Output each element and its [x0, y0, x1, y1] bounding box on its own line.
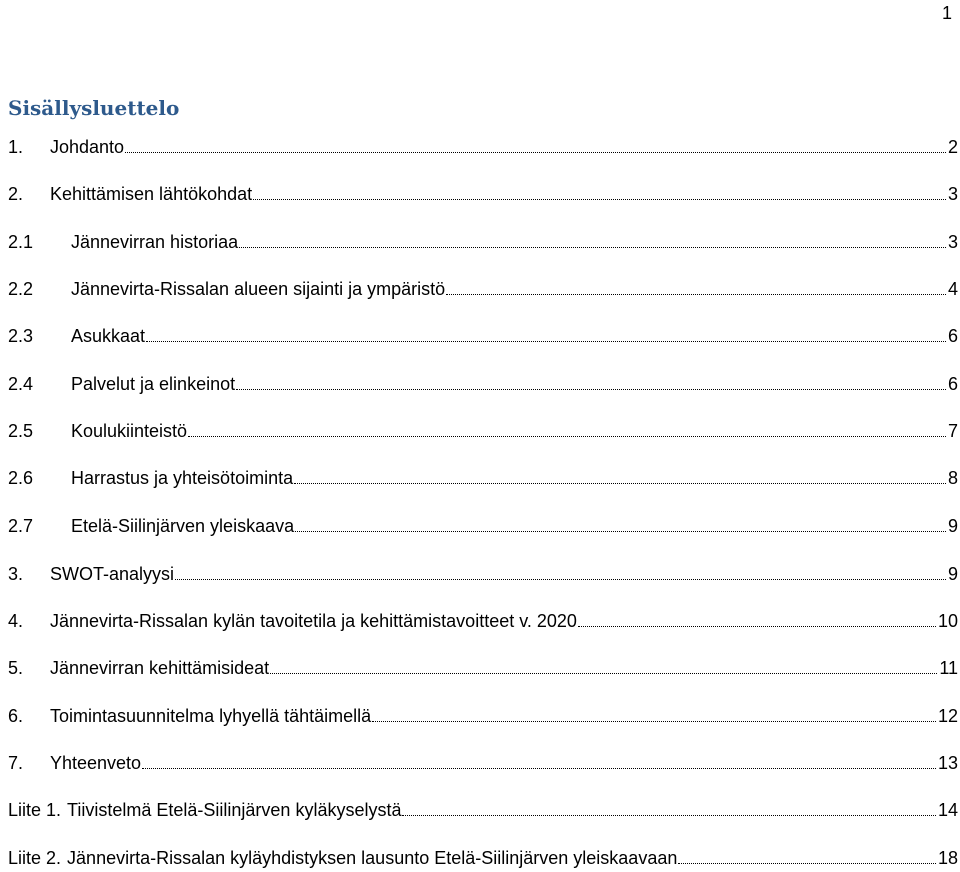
toc-entry-number: 3.: [8, 564, 24, 584]
dot-leader: [239, 246, 946, 248]
toc-entry-number: 2.3: [8, 326, 34, 346]
toc-entry-title: Yhteenveto: [50, 753, 142, 773]
toc-entry-number: 2.: [8, 184, 24, 204]
dot-leader: [578, 625, 936, 627]
dot-leader: [175, 578, 946, 580]
toc-entry-page: 3: [947, 232, 958, 252]
toc-entry-title: Palvelut ja elinkeinot: [71, 374, 236, 394]
toc-entry-number: 6.: [8, 706, 24, 726]
toc-entry[interactable]: [8, 325, 958, 347]
toc-entry[interactable]: [8, 420, 958, 442]
toc-entry-number: Liite 1.: [8, 800, 62, 820]
toc-entry-title: Kehittämisen lähtökohdat: [50, 184, 253, 204]
dot-leader: [295, 530, 946, 532]
dot-leader: [270, 672, 937, 674]
toc-entry[interactable]: [8, 752, 958, 774]
toc-entry[interactable]: [8, 610, 958, 632]
toc-entry-title: Etelä-Siilinjärven yleiskaava: [71, 516, 295, 536]
toc-entry-title: Toimintasuunnitelma lyhyellä tähtäimellä: [50, 706, 372, 726]
toc-entry-page: 14: [937, 800, 958, 820]
toc-entry-page: 12: [937, 706, 958, 726]
toc-entry-title: Jännevirta-Rissalan kyläyhdistyksen lausunto Etelä-Siilinjärven yleiskaavaan: [67, 848, 678, 868]
toc-entry-page: 10: [937, 611, 958, 631]
toc-entry-number: 2.7: [8, 516, 34, 536]
toc-entry[interactable]: [8, 515, 958, 537]
toc-entry-number: 4.: [8, 611, 24, 631]
toc-entry-page: 18: [937, 848, 958, 868]
dot-leader: [294, 482, 946, 484]
toc-entry[interactable]: [8, 373, 958, 395]
dot-leader: [402, 814, 935, 816]
toc-entry-number: 2.4: [8, 374, 34, 394]
toc-entry-title: Koulukiinteistö: [71, 421, 188, 441]
toc-entry-page: 2: [947, 137, 958, 157]
toc-entry-title: Tiivistelmä Etelä-Siilinjärven kyläkyselystä: [67, 800, 402, 820]
toc-entry-title: Harrastus ja yhteisötoiminta: [71, 468, 294, 488]
toc-entry-page: 3: [947, 184, 958, 204]
toc-entry[interactable]: [8, 799, 958, 821]
toc-entry-number: 2.2: [8, 279, 34, 299]
toc-entry-page: 6: [947, 374, 958, 394]
dot-leader: [678, 862, 936, 864]
toc-entry[interactable]: [8, 847, 958, 869]
toc-entry[interactable]: [8, 705, 958, 727]
toc-entry-page: 6: [947, 326, 958, 346]
toc-entry-title: SWOT-analyysi: [50, 564, 175, 584]
toc-entry-number: 2.5: [8, 421, 34, 441]
page-number: 1: [941, 3, 952, 23]
toc-entry-title: Jännevirta-Rissalan alueen sijainti ja ympäristö: [71, 279, 446, 299]
toc-entry-page: 13: [937, 753, 958, 773]
toc-entry-title: Jännevirta-Rissalan kylän tavoitetila ja kehittämistavoitteet v. 2020: [50, 611, 577, 631]
toc-entry-number: 5.: [8, 658, 24, 678]
dot-leader: [188, 435, 946, 437]
toc-entry-title: Johdanto: [50, 137, 125, 157]
toc-entry[interactable]: [8, 563, 958, 585]
toc-entry-number: 1.: [8, 137, 24, 157]
dot-leader: [236, 388, 946, 390]
toc-entry[interactable]: [8, 278, 958, 300]
toc-entry[interactable]: [8, 467, 958, 489]
toc-entry-page: 8: [947, 468, 958, 488]
toc-entry-title: Jännevirran kehittämisideat: [50, 658, 270, 678]
dot-leader: [446, 293, 946, 295]
toc-entry-title: Jännevirran historiaa: [71, 232, 239, 252]
toc-entry-number: 2.6: [8, 468, 34, 488]
toc-entry-number: 7.: [8, 753, 24, 773]
dot-leader: [125, 151, 946, 153]
dot-leader: [253, 198, 946, 200]
toc-entry-number: 2.1: [8, 232, 34, 252]
toc-entry-page: 4: [947, 279, 958, 299]
toc-entry-page: 9: [947, 564, 958, 584]
toc-title: Sisällysluettelo: [8, 96, 180, 120]
toc-entry[interactable]: [8, 657, 958, 679]
toc-entry-page: 7: [947, 421, 958, 441]
toc-entry[interactable]: [8, 231, 958, 253]
toc-entry-page: 11: [939, 658, 958, 678]
toc-entry[interactable]: [8, 183, 958, 205]
toc-entry-number: Liite 2.: [8, 848, 62, 868]
dot-leader: [372, 720, 936, 722]
toc-entry[interactable]: [8, 136, 958, 158]
toc-entry-title: Asukkaat: [71, 326, 146, 346]
dot-leader: [146, 340, 946, 342]
dot-leader: [142, 767, 936, 769]
toc-entry-page: 9: [947, 516, 958, 536]
